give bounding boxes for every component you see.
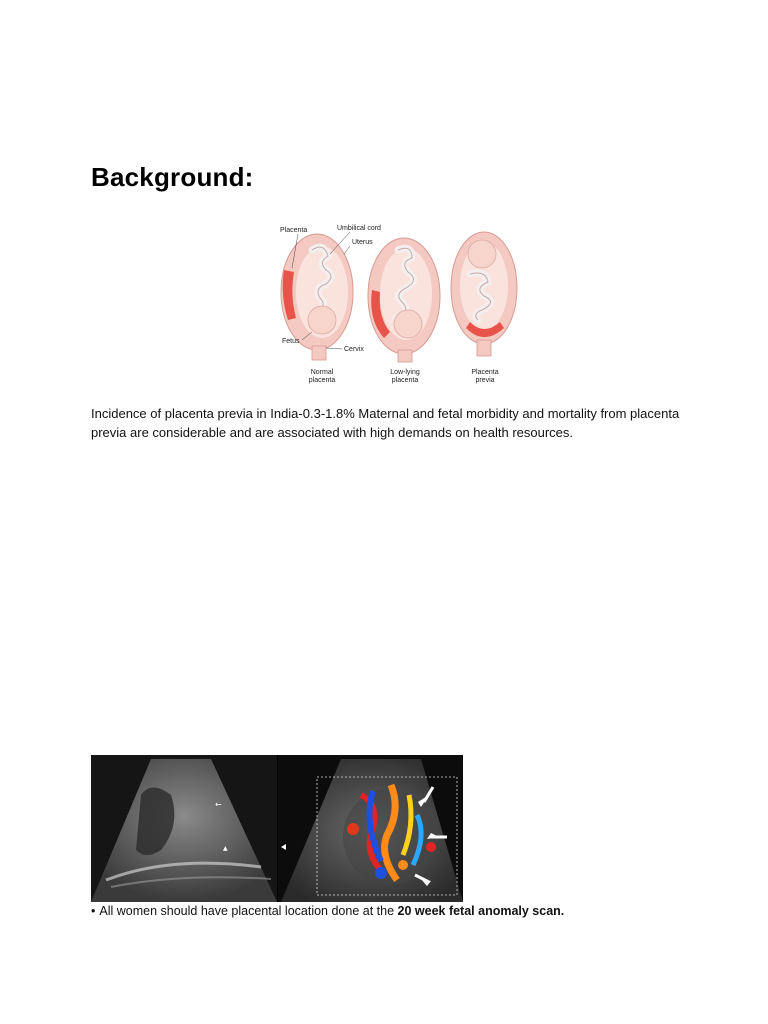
placenta-position-illustration (272, 220, 522, 388)
color-doppler-ultrasound (278, 755, 463, 902)
label-placenta: Placenta (280, 227, 308, 234)
uterus-diagram (272, 220, 522, 388)
svg-text:←: ← (215, 800, 222, 809)
label-uterus: Uterus (352, 239, 373, 246)
bullet-point (91, 903, 731, 920)
panel-normal-line1: Normal (310, 369, 334, 376)
svg-text:▲: ▲ (223, 845, 228, 852)
bullet-bold-text: 20 week fetal anomaly scan. (397, 904, 565, 918)
page-heading: Background: (91, 162, 254, 192)
panel-placenta-previa (451, 232, 517, 384)
panel-previa-line2: previa (475, 377, 495, 384)
panel-low-lying-line1: Low-lying (390, 369, 420, 376)
panel-previa-line1: Placenta (471, 369, 499, 376)
label-umbilical-cord: Umbilical cord (337, 225, 381, 232)
label-cervix: Cervix (344, 346, 364, 353)
bullet-text: All women should have placental location done at the (99, 904, 398, 918)
panel-low-lying-line2: placenta (391, 377, 419, 384)
incidence-paragraph: Incidence of placenta previa in India-0.3-1.8% Maternal and fetal morbidity and mortality from placenta previa are considerable and are associated with high demands on health resources. (91, 406, 680, 440)
bullet-symbol: • (91, 904, 96, 918)
panel-normal-line2: placenta (308, 377, 336, 384)
grayscale-ultrasound (91, 755, 277, 902)
panel-normal-placenta (280, 225, 381, 384)
panel-low-lying-placenta (368, 238, 440, 384)
ultrasound-image (91, 755, 463, 902)
label-fetus: Fetus (282, 338, 300, 345)
ultrasound-scans (91, 755, 463, 902)
